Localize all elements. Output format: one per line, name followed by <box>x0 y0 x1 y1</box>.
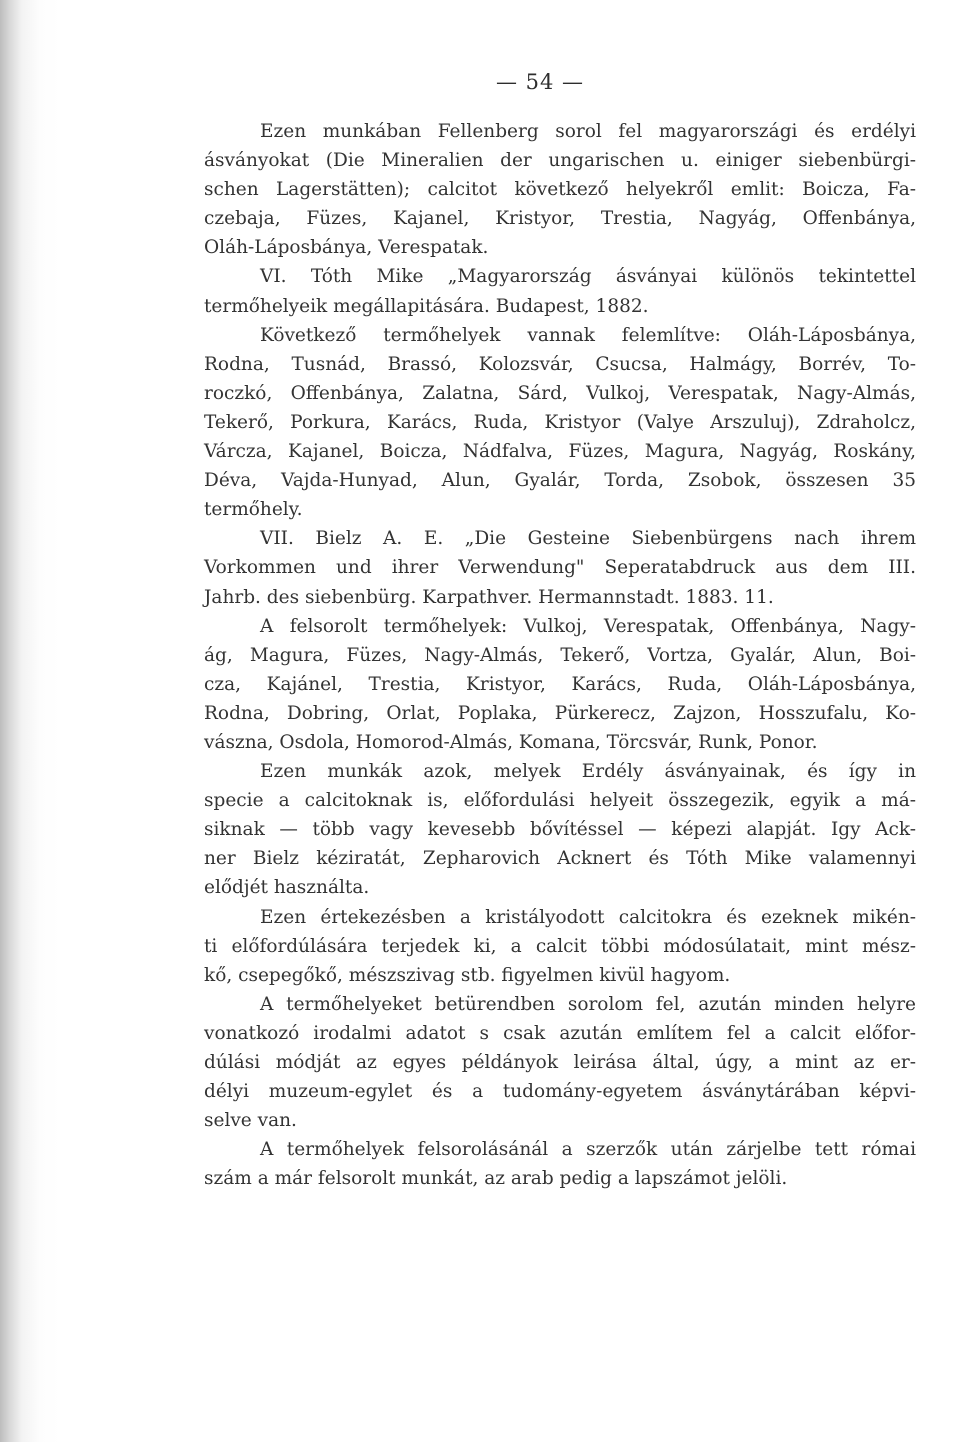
text-line: A termőhelyeket betürendben sorolom fel, azután minden helyre <box>260 993 916 1015</box>
text-line: schen Lagerstätten); calcitot következő helyekről emlit: Boicza, Fa- <box>204 179 916 201</box>
text-line: Tekerő, Porkura, Karács, Ruda, Kristyor (Valye Arszuluj), Zdraholcz, <box>204 411 916 433</box>
text-line: ner Bielz kéziratát, Zepharovich Acknert és Tóth Mike valamennyi <box>204 848 916 870</box>
text-line: Oláh-Láposbánya, Verespatak. <box>204 237 489 259</box>
text-line: vászna, Osdola, Homorod-Almás, Komana, Törcsvár, Runk, Ponor. <box>204 731 818 753</box>
text-line: kő, csepegőkő, mészszivag stb. figyelmen kivül hagyom. <box>204 964 731 986</box>
text-line: Vorkommen und ihrer Verwendung" Seperatabdruck aus dem III. <box>204 557 916 579</box>
text-line: roczkó, Offenbánya, Zalatna, Sárd, Vulkoj, Verespatak, Nagy-Almás, <box>204 382 916 404</box>
text-line: A felsorolt termőhelyek: Vulkoj, Verespatak, Offenbánya, Nagy- <box>260 615 916 637</box>
text-line: selve van. <box>204 1110 297 1132</box>
text-line: vonatkozó irodalmi adatot s csak azután említem fel a calcit előfor- <box>204 1022 916 1044</box>
text-line: Ezen munkák azok, melyek Erdély ásványainak, és így in <box>260 761 916 783</box>
text-line: VII. Bielz A. E. „Die Gesteine Siebenbürgens nach ihrem <box>260 528 916 550</box>
body-text <box>204 117 916 1193</box>
text-line: ág, Magura, Füzes, Nagy-Almás, Tekerő, Vortza, Gyalár, Alun, Boi- <box>204 644 916 666</box>
text-line: VI. Tóth Mike „Magyarország ásványai különös tekintettel <box>260 266 916 288</box>
text-line: délyi muzeum-egylet és a tudomány-egyetem ásványtárában képvi- <box>204 1081 916 1103</box>
text-line: A termőhelyek felsorolásánál a szerzők után zárjelbe tett római <box>260 1139 916 1161</box>
text-line: siknak — több vagy kevesebb bővítéssel — képezi alapját. Igy Ack- <box>204 819 916 841</box>
text-line: Várcza, Kajanel, Boicza, Nádfalva, Füzes, Magura, Nagyág, Roskány, <box>204 441 916 463</box>
text-line: Rodna, Tusnád, Brassó, Kolozsvár, Csucsa, Halmágy, Borrév, To- <box>204 353 916 375</box>
text-line: ásványokat (Die Mineralien der ungarischen u. einiger siebenbürgi- <box>204 150 916 172</box>
text-line: Jahrb. des siebenbürg. Karpathver. Hermannstadt. 1883. 11. <box>204 586 774 608</box>
text-line: dúlási módját az egyes példányok leirása által, úgy, a mint az er- <box>204 1052 916 1073</box>
text-line: czebaja, Füzes, Kajanel, Kristyor, Trestia, Nagyág, Offenbánya, <box>204 208 916 230</box>
text-line: Következő termőhelyek vannak felemlítve: Oláh-Láposbánya, <box>260 324 916 346</box>
text-line: Ezen értekezésben a kristályodott calcitokra és ezeknek mikén- <box>260 906 916 928</box>
text-line: specie a calcitoknak is, előfordulási helyeit összegezik, egyik a má- <box>204 790 916 812</box>
text-line: Déva, Vajda-Hunyad, Alun, Gyalár, Torda, Zsobok, összesen 35 <box>204 470 916 492</box>
text-line: termőhely. <box>204 499 303 521</box>
text-line: Rodna, Dobring, Orlat, Poplaka, Pürkerecz, Zajzon, Hosszufalu, Ko- <box>204 702 916 724</box>
text-line: ti előfordúlására terjedek ki, a calcit többi módosúlatait, mint mész- <box>204 935 916 957</box>
text-line: termőhelyeik megállapitására. Budapest, 1882. <box>204 295 649 317</box>
text-line: szám a már felsorolt munkát, az arab pedig a lapszámot jelöli. <box>204 1168 788 1190</box>
text-line: cza, Kajánel, Trestia, Kristyor, Karács, Ruda, Oláh-Láposbánya, <box>204 673 916 695</box>
text-line: elődjét használta. <box>204 877 370 899</box>
page-number: — 54 — <box>495 70 585 94</box>
text-line: Ezen munkában Fellenberg sorol fel magyarországi és erdélyi <box>260 121 916 142</box>
